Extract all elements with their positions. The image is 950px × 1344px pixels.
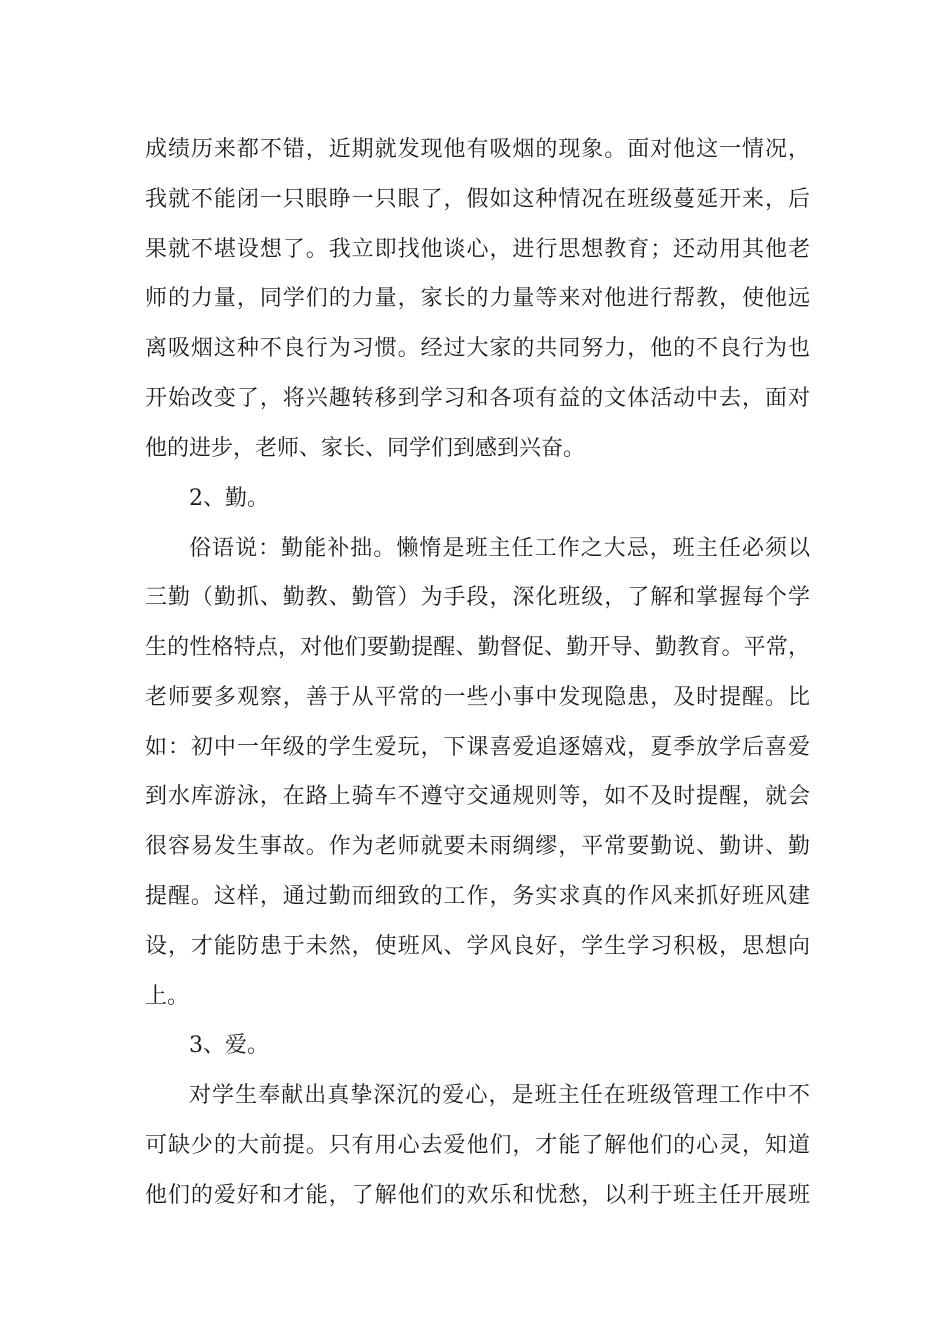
paragraph-line: 成绩历来都不错，近期就发现他有吸烟的现象。面对他这一情况， xyxy=(145,137,810,162)
paragraph-line: 对学生奉献出真挚深沉的爱心，是班主任在班级管理工作中不 xyxy=(189,1083,810,1108)
paragraph-line: 如：初中一年级的学生爱玩，下课喜爱追逐嬉戏，夏季放学后喜爱 xyxy=(145,735,810,760)
paragraph-line: 到水库游泳，在路上骑车不遵守交通规则等，如不及时提醒，就会 xyxy=(145,784,810,809)
paragraph-line: 离吸烟这种不良行为习惯。经过大家的共同努力，他的不良行为也 xyxy=(145,336,810,361)
paragraph-line: 他们的爱好和才能，了解他们的欢乐和忧愁，以利于班主任开展班 xyxy=(145,1183,810,1208)
paragraph-line: 师的力量，同学们的力量，家长的力量等来对他进行帮教，使他远 xyxy=(145,286,810,311)
section-heading: 3、爱。 xyxy=(189,1033,269,1058)
paragraph-line: 他的进步，老师、家长、同学们到感到兴奋。 xyxy=(145,436,586,461)
paragraph-line: 可缺少的大前提。只有用心去爱他们，才能了解他们的心灵，知道 xyxy=(145,1133,810,1158)
paragraph-line: 上。 xyxy=(145,984,190,1009)
paragraph-line: 很容易发生事故。作为老师就要未雨绸缪，平常要勤说、勤讲、勤 xyxy=(145,834,810,859)
paragraph-line: 三勤（勤抓、勤教、勤管）为手段，深化班级，了解和掌握每个学 xyxy=(145,585,810,610)
paragraph-line: 提醒。这样，通过勤而细致的工作，务实求真的作风来抓好班风建 xyxy=(145,884,810,909)
paragraph-line: 设，才能防患于未然，使班风、学风良好，学生学习积极，思想向 xyxy=(145,934,810,959)
paragraph-line: 俗语说：勤能补拙。懒惰是班主任工作之大忌，班主任必须以 xyxy=(189,536,810,561)
paragraph-line: 我就不能闭一只眼睁一只眼了，假如这种情况在班级蔓延开来，后 xyxy=(145,187,810,212)
paragraph-line: 开始改变了，将兴趣转移到学习和各项有益的文体活动中去，面对 xyxy=(145,386,810,411)
paragraph-line: 果就不堪设想了。我立即找他谈心，进行思想教育；还动用其他老 xyxy=(145,237,810,262)
paragraph-line: 生的性格特点，对他们要勤提醒、勤督促、勤开导、勤教育。平常， xyxy=(145,635,810,660)
section-heading: 2、勤。 xyxy=(189,486,269,511)
paragraph-line: 老师要多观察，善于从平常的一些小事中发现隐患，及时提醒。比 xyxy=(145,685,810,710)
